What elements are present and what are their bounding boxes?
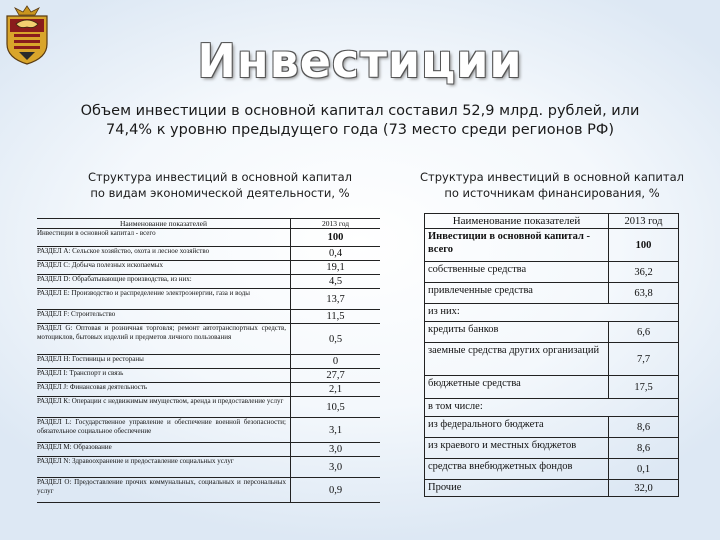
row-name: РАЗДЕЛ Е: Производство и распределение электроэнергии, газа и воды <box>37 289 250 297</box>
left-table-caption <box>70 169 370 201</box>
row-name: РАЗДЕЛ А: Сельское хозяйство, охота и лесное хозяйство <box>37 247 210 255</box>
table-row <box>425 229 678 262</box>
table-header-row <box>37 218 380 229</box>
row-name: Инвестиции в основной капитал - всего <box>37 229 156 237</box>
table-row <box>37 478 380 503</box>
row-name: бюджетные средства <box>428 378 521 389</box>
left-caption-line-1: Структура инвестиций в основной капитал <box>88 170 352 184</box>
row-value: 6,6 <box>608 322 678 342</box>
table-row <box>37 324 380 355</box>
row-name: РАЗДЕЛ К: Операции с недвижимым имуществом, аренда и предоставление услуг <box>37 397 284 405</box>
table-row <box>425 322 678 343</box>
table-row <box>37 369 380 383</box>
table-row <box>37 289 380 310</box>
row-name: Прочие <box>428 482 462 493</box>
row-name: из федерального бюджета <box>428 419 544 430</box>
summary-line-1: Объем инвестиции в основной капитал составил 52,9 млрд. рублей, или <box>80 103 640 119</box>
row-name: из краевого и местных бюджетов <box>428 440 577 451</box>
row-value: 3,0 <box>290 443 380 456</box>
row-value: 13,7 <box>290 289 380 309</box>
page-title: Инвестиции <box>197 34 523 88</box>
activity-investment-table <box>37 218 380 503</box>
row-name: РАЗДЕЛ D: Обрабатывающие производства, из них: <box>37 275 192 283</box>
table-row <box>37 275 380 289</box>
row-value: 100 <box>608 229 678 261</box>
row-value: 0,9 <box>290 478 380 502</box>
header-year-cell: 2013 год <box>290 219 380 228</box>
table-row <box>37 310 380 324</box>
row-value: 32,0 <box>608 480 678 496</box>
row-name: собственные средства <box>428 264 527 275</box>
row-value: 10,5 <box>290 397 380 417</box>
row-name: Инвестиции в основной капитал - всего <box>428 231 590 255</box>
table-row <box>425 417 678 438</box>
table-row <box>425 343 678 376</box>
row-value: 27,7 <box>290 369 380 382</box>
row-name: РАЗДЕЛ С: Добыча полезных ископаемых <box>37 261 163 269</box>
row-value: 0,4 <box>290 247 380 260</box>
table-row <box>37 261 380 275</box>
row-value: 19,1 <box>290 261 380 274</box>
table-row <box>425 262 678 283</box>
row-value: 63,8 <box>608 283 678 303</box>
row-value: 17,5 <box>608 376 678 398</box>
table-row <box>37 418 380 443</box>
row-name: кредиты банков <box>428 324 499 335</box>
table-header-row <box>425 213 678 229</box>
left-caption-line-2: по видам экономической деятельности, % <box>90 186 350 200</box>
row-value: 36,2 <box>608 262 678 282</box>
row-name: РАЗДЕЛ I: Транспорт и связь <box>37 369 124 377</box>
row-value: 11,5 <box>290 310 380 323</box>
row-name: в том числе: <box>428 401 483 412</box>
row-name: РАЗДЕЛ G: Оптовая и розничная торговля; ремонт автотранспортных средств, мотоциклов, бытовых изделий и предметов личного пользования <box>37 324 286 341</box>
table-row <box>425 459 678 480</box>
header-name-cell: Наименование показателей <box>119 219 207 228</box>
table-row <box>37 247 380 261</box>
table-row <box>425 304 678 322</box>
row-name: РАЗДЕЛ F: Строительство <box>37 310 116 318</box>
row-value: 8,6 <box>608 438 678 458</box>
row-name: РАЗДЕЛ L: Государственное управление и обеспечение военной безопасности; обязательное социальное обеспечение <box>37 418 286 435</box>
row-value: 3,1 <box>290 418 380 442</box>
row-value: 0 <box>290 355 380 368</box>
table-row <box>425 283 678 304</box>
row-name: из них: <box>428 306 460 317</box>
table-row <box>37 443 380 457</box>
row-value: 8,6 <box>608 417 678 437</box>
row-name: РАЗДЕЛ Н: Гостиницы и рестораны <box>37 355 144 363</box>
header-name-cell: Наименование показателей <box>452 215 581 227</box>
row-value: 7,7 <box>608 343 678 375</box>
table-row <box>425 399 678 417</box>
table-row <box>37 229 380 247</box>
row-name: РАЗДЕЛ N: Здравоохранение и предоставление социальных услуг <box>37 457 234 465</box>
table-row <box>425 376 678 399</box>
table-row <box>37 383 380 397</box>
table-row <box>37 397 380 418</box>
summary-text <box>20 102 700 140</box>
summary-line-2: 74,4% к уровню предыдущего года (73 место среди регионов РФ) <box>106 122 614 138</box>
table-row <box>425 480 678 497</box>
row-name: РАЗДЕЛ М: Образование <box>37 443 112 451</box>
row-value: 100 <box>290 229 380 246</box>
row-value: 0,1 <box>608 459 678 479</box>
header-year-cell: 2013 год <box>608 214 678 228</box>
right-caption-line-1: Структура инвестиций в основной капитал <box>420 170 684 184</box>
row-value: 3,0 <box>290 457 380 477</box>
table-row <box>37 355 380 369</box>
row-name: РАЗДЕЛ О: Предоставление прочих коммунальных, социальных и персональных услуг <box>37 478 286 495</box>
row-name: РАЗДЕЛ J: Финансовая деятельность <box>37 383 148 391</box>
table-row <box>37 457 380 478</box>
row-value: 4,5 <box>290 275 380 288</box>
table-row <box>425 438 678 459</box>
right-table-caption <box>402 169 702 201</box>
funding-source-table <box>424 213 679 497</box>
row-name: привлеченные средства <box>428 285 533 296</box>
right-caption-line-2: по источникам финансирования, % <box>444 186 660 200</box>
row-name: средства внебюджетных фондов <box>428 461 573 472</box>
row-value: 2,1 <box>290 383 380 396</box>
row-value: 0,5 <box>290 324 380 354</box>
row-name: заемные средства других организаций <box>428 345 600 356</box>
